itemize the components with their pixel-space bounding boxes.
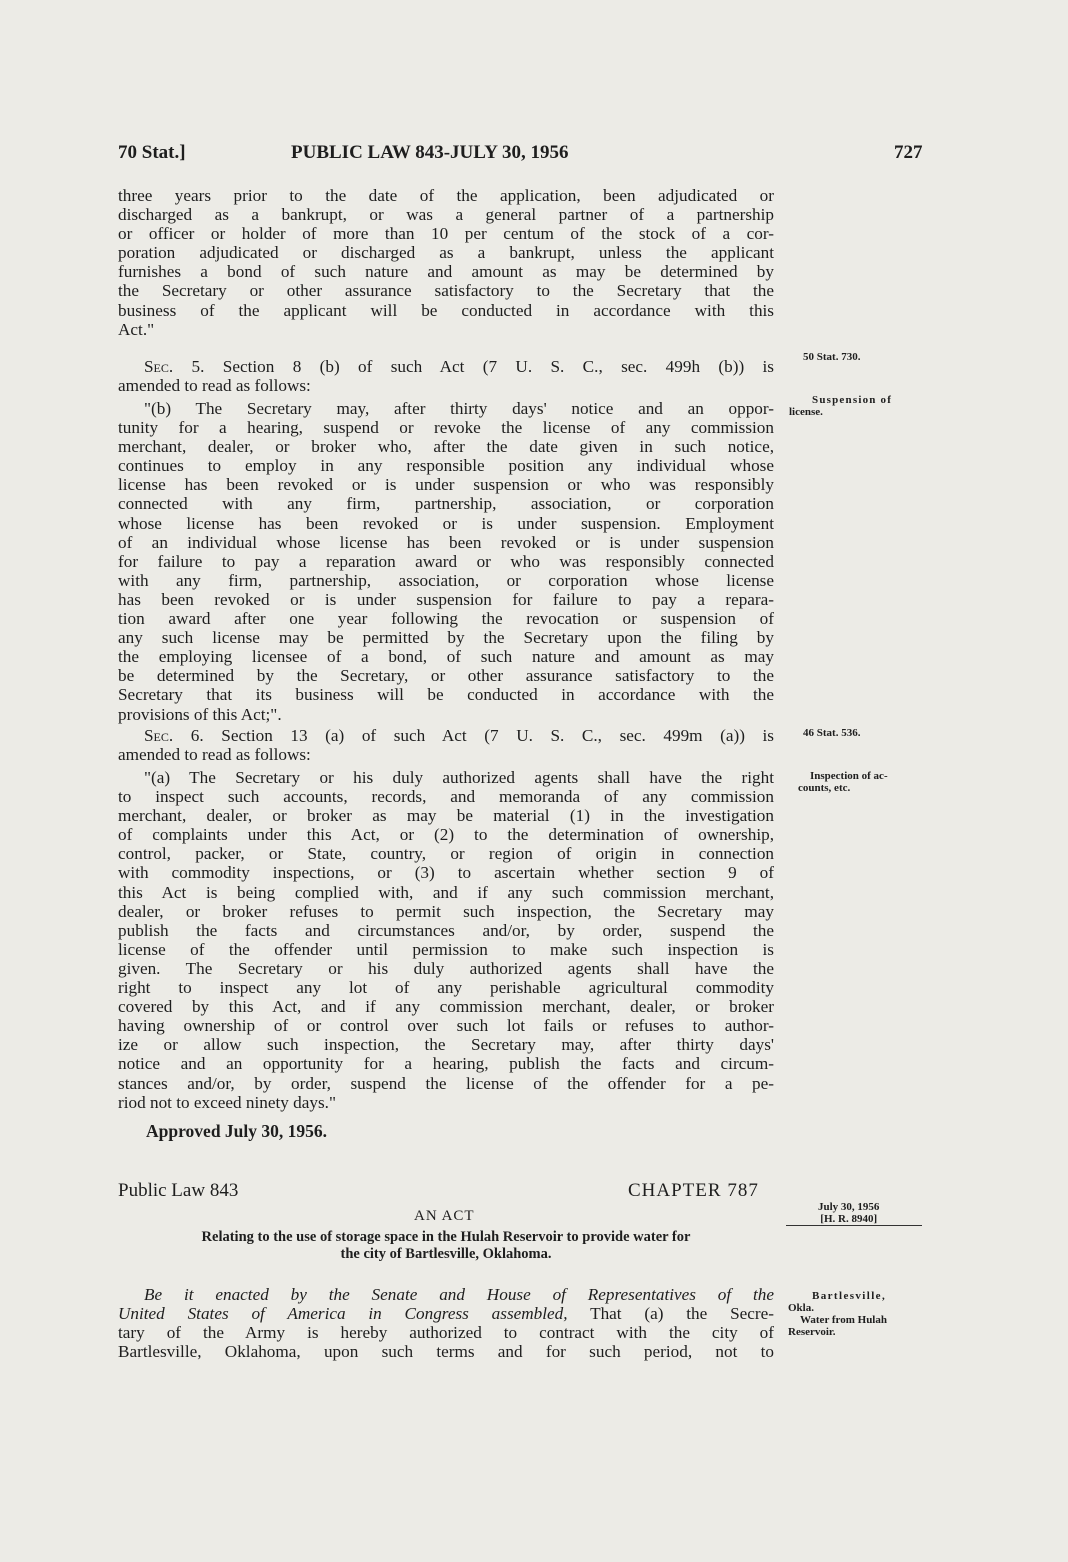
text-line: or officer or holder of more than 10 per centum of the stock of a cor- — [118, 224, 774, 244]
paragraph-end-line — [118, 320, 774, 339]
title-line: Relating to the use of storage space in the Hulah Reservoir to provide water for — [201, 1229, 691, 1245]
margin-note-date-bill: July 30, 1956 [H. R. 8940] — [818, 1201, 880, 1225]
subsection-a-end — [118, 1093, 774, 1112]
text-line: three years prior to the date of the application, been adjudicated or — [118, 186, 774, 205]
margin-note-stat: 50 Stat. 730. — [803, 351, 861, 363]
text-line: of complaints under this Act, or (2) to the determination of ownership, — [118, 825, 774, 845]
enacting-line: Bartlesville, Oklahoma, upon such terms and for such period, not to — [118, 1342, 774, 1362]
text-line: amended to read as follows: — [118, 376, 311, 395]
text-line: Act." — [118, 319, 155, 339]
text-line: furnishes a bond of such nature and amount as may be determined by — [118, 262, 774, 282]
page-number: 727 — [894, 142, 923, 163]
text-line: notice and an opportunity for a hearing, publish the facts and circum- — [118, 1054, 774, 1074]
enacting-line: tary of the Army is hereby authorized to contract with the city of — [118, 1323, 774, 1343]
margin-note-suspension: Suspension of license. — [789, 394, 893, 418]
text-line: stances and/or, by order, suspend the license of the offender for a pe- — [118, 1073, 774, 1093]
text-line: amended to read as follows: — [118, 745, 311, 764]
text-line: discharged as a bankrupt, or was a general partner of a partnership — [118, 205, 774, 225]
enacting-line: United States of America in Congress assembled, That (a) the Secre- — [118, 1304, 774, 1324]
text-line: this Act is being complied with, and if any such commission merchant, — [118, 882, 774, 902]
text-line: to inspect such accounts, records, and memoranda of any commission — [118, 787, 774, 807]
chapter-number: CHAPTER 787 — [628, 1180, 759, 1201]
subsection-b-end — [118, 705, 774, 724]
enacting-line: Be it enacted by the Senate and House of Representatives of the — [144, 1285, 774, 1304]
text-line: having ownership of or control over such lot fails or refuses to author- — [118, 1016, 774, 1036]
text-line: has been revoked or is under suspension for failure to pay a repara- — [118, 589, 774, 609]
text-line: continues to employ in any responsible position any individual whose — [118, 456, 774, 476]
text-line: merchant, dealer, or broker who, after the date given in such notice, — [118, 437, 774, 457]
text-line: Secretary that its business will be conducted in accordance with the — [118, 685, 774, 705]
margin-note-bartlesville: Bartlesville, Okla. Water from Hulah Reservoir. — [788, 1290, 887, 1338]
text-line: Sec. 6. Section 13 (a) of such Act (7 U. S. C., sec. 499m (a)) is — [144, 726, 774, 745]
text-line: any such license may be permitted by the Secretary upon the filing by — [118, 628, 774, 648]
text-line: tunity for a hearing, suspend or revoke the license of any commission — [118, 418, 774, 438]
text-line: "(a) The Secretary or his duly authorized agents shall have the right — [144, 768, 774, 787]
public-law-number: Public Law 843 — [118, 1180, 239, 1201]
subsection-a — [118, 768, 774, 1093]
text-line: "(b) The Secretary may, after thirty days' notice and an oppor- — [144, 399, 774, 418]
enacting-clause — [118, 1285, 774, 1361]
text-line: poration adjudicated or discharged as a bankrupt, unless the applicant — [118, 243, 774, 263]
margin-rule — [786, 1225, 922, 1226]
text-line: business of the applicant will be conducted in accordance with this — [118, 300, 774, 320]
text-line: Sec. 5. Section 8 (b) of such Act (7 U. S. C., sec. 499h (b)) is — [144, 357, 774, 376]
text-line: license of the offender until permission to make such inspection is — [118, 939, 774, 959]
header-title: PUBLIC LAW 843-JULY 30, 1956 — [291, 142, 569, 163]
text-line: license has been revoked or is under suspension or who was responsibly — [118, 475, 774, 495]
text-line: the Secretary or other assurance satisfactory to the Secretary that the — [118, 281, 774, 301]
text-line: be determined by the Secretary, or other assurance satisfactory to the — [118, 666, 774, 686]
text-line: dealer, or broker refuses to permit such inspection, the Secretary may — [118, 901, 774, 921]
approval-date: Approved July 30, 1956. — [146, 1121, 328, 1141]
text-line: control, packer, or State, country, or region of origin in connection — [118, 844, 774, 864]
margin-note-stat: 46 Stat. 536. — [803, 727, 861, 739]
text-line: given. The Secretary or his duly authorized agents shall have the — [118, 958, 774, 978]
paragraph-continuation — [118, 186, 774, 320]
text-line: provisions of this Act;". — [118, 705, 282, 724]
an-act-heading: AN ACT — [414, 1208, 475, 1224]
text-line: connected with any firm, partnership, association, or corporation — [118, 494, 774, 514]
text-line: with any firm, partnership, association, or corporation whose license — [118, 570, 774, 590]
section-5 — [118, 357, 774, 376]
text-line: riod not to exceed ninety days." — [118, 1093, 336, 1112]
section-6 — [118, 726, 774, 745]
margin-note-inspection: Inspection of ac- counts, etc. — [798, 770, 888, 794]
text-line: with commodity inspections, or (3) to ascertain whether section 9 of — [118, 863, 774, 883]
text-line: of an individual whose license has been revoked or is under suspension — [118, 532, 774, 552]
section-6-end — [118, 745, 774, 764]
section-5-end — [118, 376, 774, 395]
text-line: covered by this Act, and if any commission merchant, dealer, or broker — [118, 997, 774, 1017]
text-line: right to inspect any lot of any perishable agricultural commodity — [118, 978, 774, 998]
section-label: Sec. 6. — [144, 726, 204, 745]
text-line: ize or allow such inspection, the Secretary may, after thirty days' — [118, 1035, 774, 1055]
text-line: whose license has been revoked or is under suspension. Employment — [118, 513, 774, 533]
act-title — [118, 1229, 774, 1263]
subsection-b — [118, 399, 774, 705]
text-line: merchant, dealer, or broker as may be material (1) in the investigation — [118, 806, 774, 826]
text-line: publish the facts and circumstances and/or, by order, suspend the — [118, 920, 774, 940]
text-line: tion award after one year following the revocation or suspension of — [118, 609, 774, 629]
section-label: Sec. 5. — [144, 357, 205, 376]
title-line: the city of Bartlesville, Oklahoma. — [340, 1246, 552, 1262]
text-line: the employing licensee of a bond, of such nature and amount as may — [118, 647, 774, 667]
header-volume: 70 Stat.] — [118, 142, 186, 163]
text-line: for failure to pay a reparation award or who was responsibly connected — [118, 551, 774, 571]
